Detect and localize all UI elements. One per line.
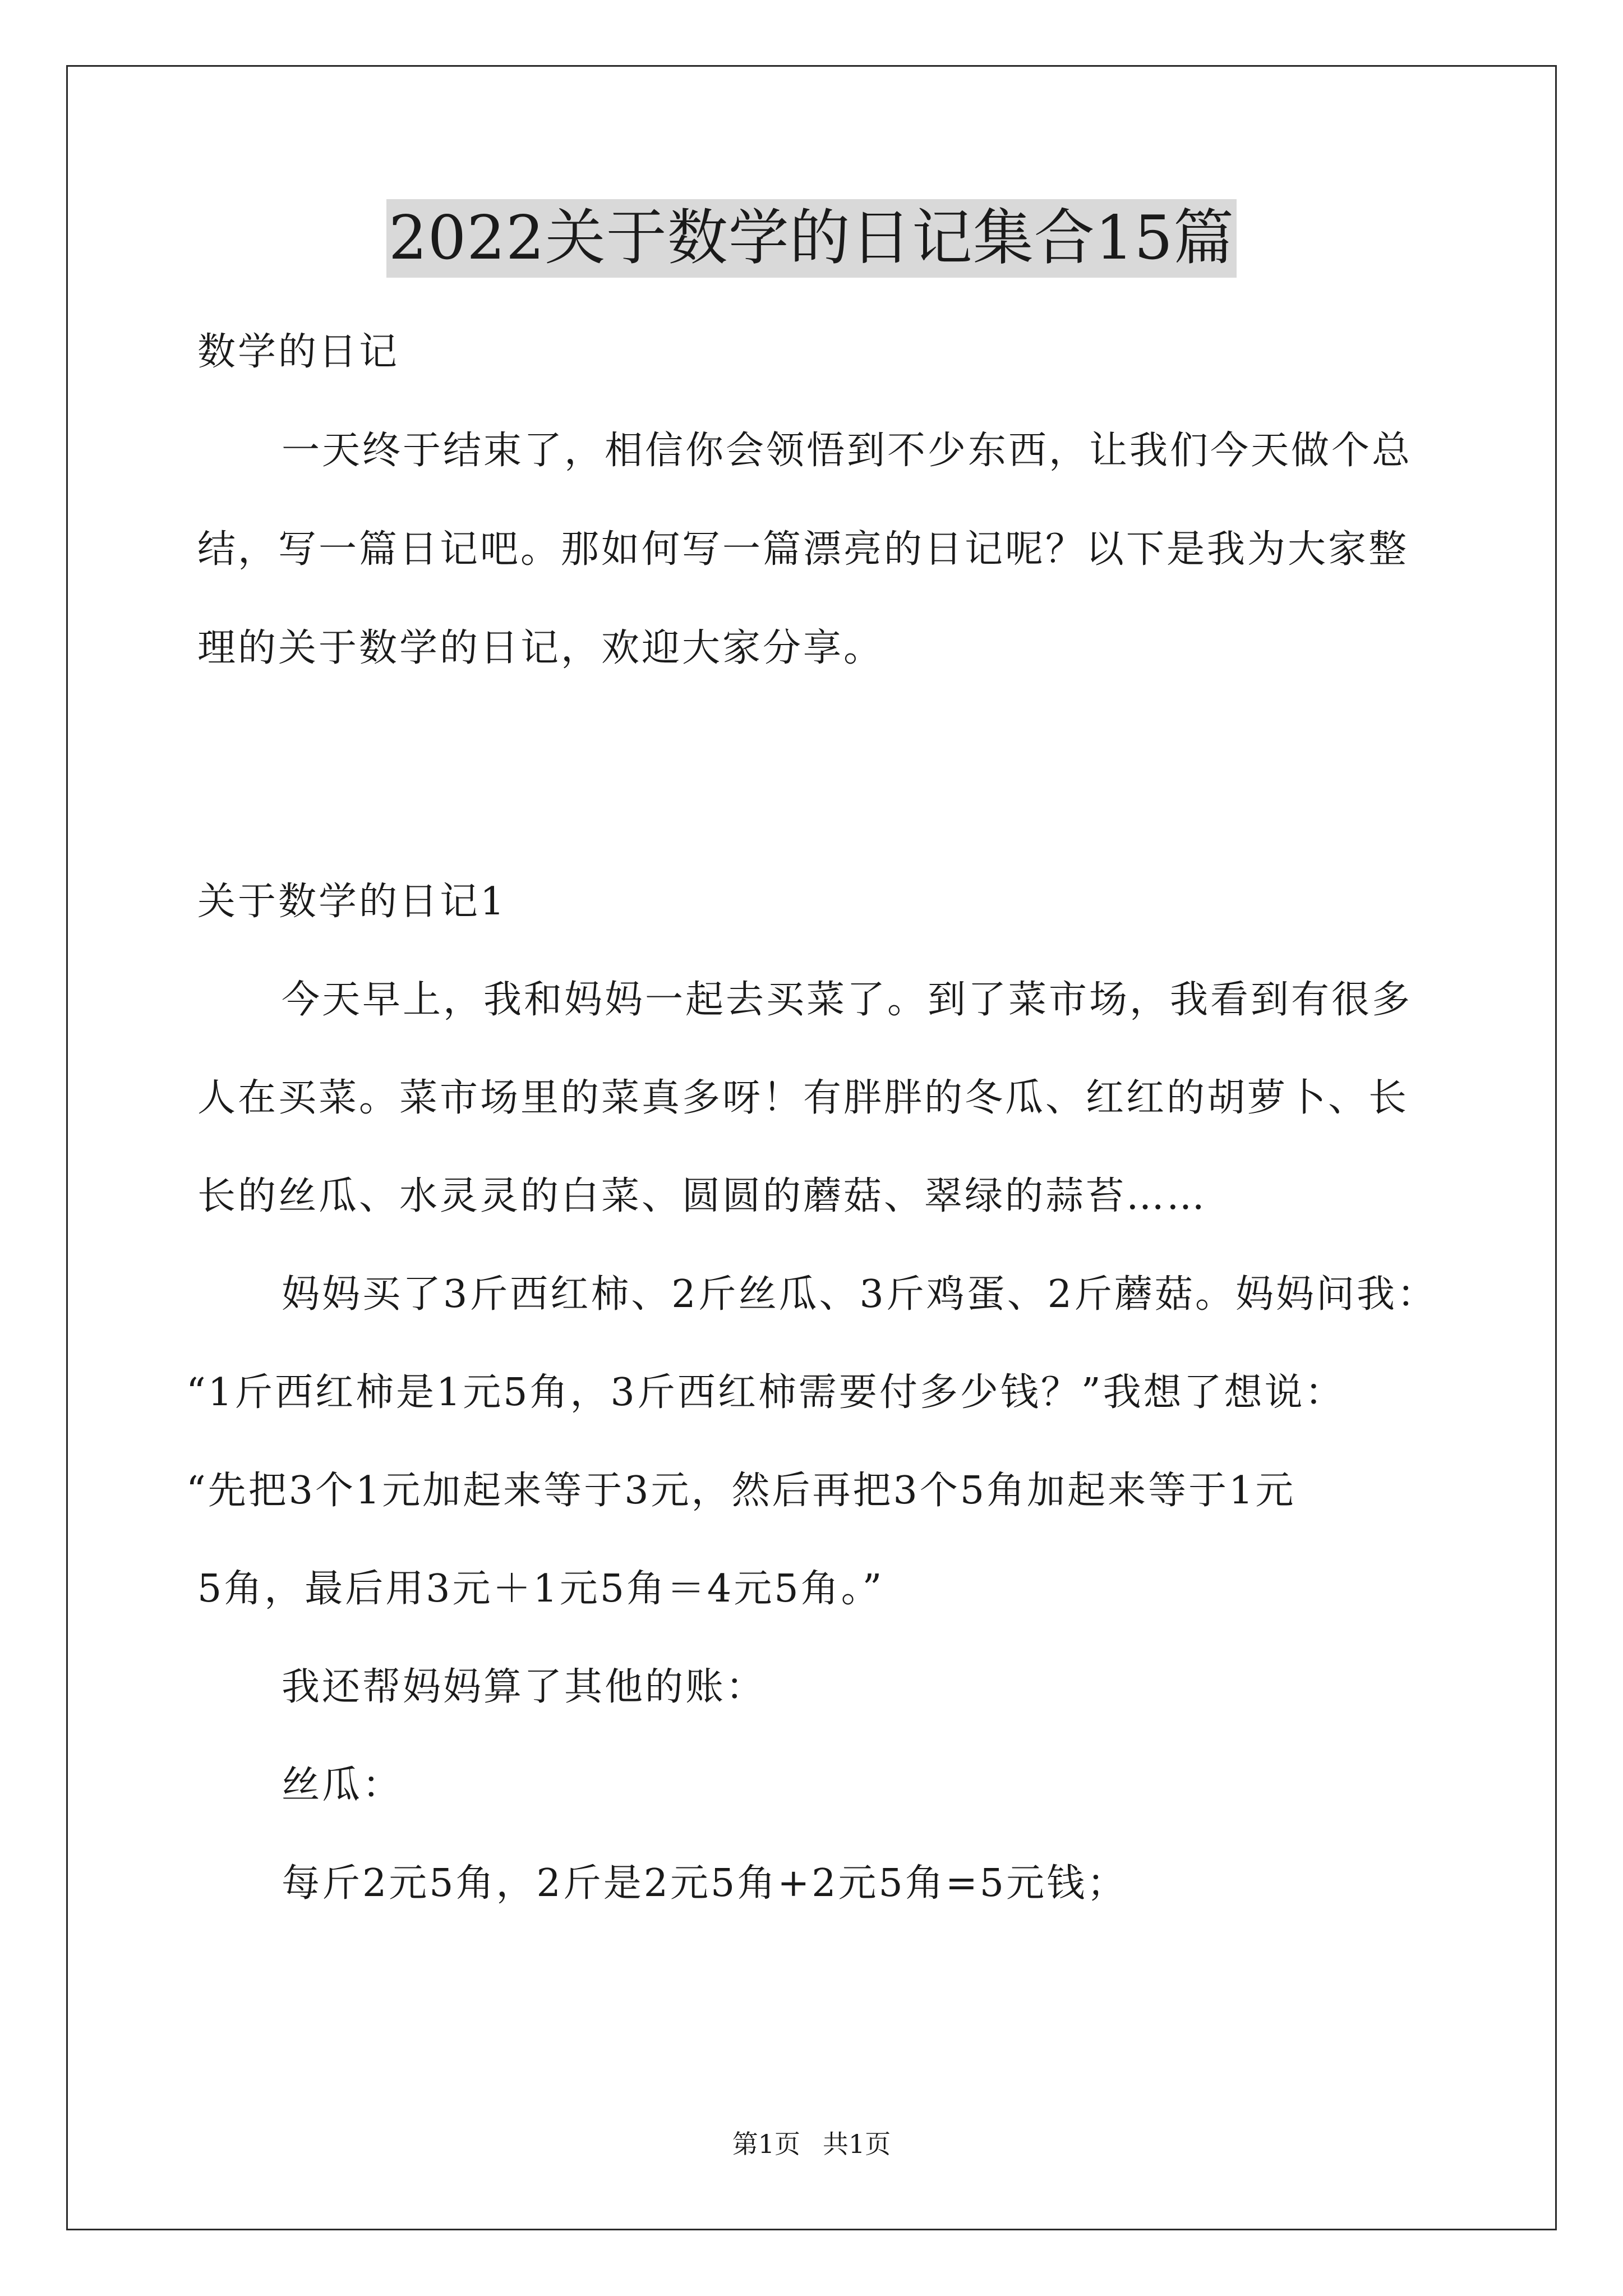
paragraph-line: 妈妈买了3斤西红柿、2斤丝瓜、3斤鸡蛋、2斤蘑菇。妈妈问我： [282,1272,1438,1317]
paragraph-line: 长的丝瓜、水灵灵的白菜、圆圆的蘑菇、翠绿的蒜苔…… [197,1174,1207,1218]
paragraph-line: “1斤西红柿是1元5角，3斤西红柿需要付多少钱？”我想了想说： [186,1370,1345,1415]
paragraph-line: 每斤2元5角，2斤是2元5角+2元5角=5元钱； [282,1861,1128,1906]
paragraph-line: 理的关于数学的日记，欢迎大家分享。 [197,626,884,670]
paragraph-line: 今天早上，我和妈妈一起去买菜了。到了菜市场，我看到有很多 [282,978,1413,1022]
document-title: 2022关于数学的日记集合15篇 [386,199,1237,278]
section-heading: 关于数学的日记1 [197,880,507,924]
paragraph-line: 结，写一篇日记吧。那如何写一篇漂亮的日记呢？以下是我为大家整 [197,527,1409,572]
paragraph-line: 我还帮妈妈算了其他的账： [282,1665,767,1709]
section-heading: 数学的日记 [197,330,400,374]
page-footer [0,2127,1623,2161]
paragraph-line: 丝瓜： [282,1763,403,1807]
paragraph-line: 5角，最后用3元＋1元5角＝4元5角。” [197,1567,884,1611]
page-number: 第1页 [732,2129,800,2159]
page-total: 共1页 [823,2129,891,2159]
paragraph-line: 人在买菜。菜市场里的菜真多呀！有胖胖的冬瓜、红红的胡萝卜、长 [197,1076,1409,1120]
paragraph-line: “先把3个1元加起来等于3元，然后再把3个5角加起来等于1元 [186,1469,1296,1513]
paragraph-line: 一天终于结束了，相信你会领悟到不少东西，让我们今天做个总 [282,429,1413,473]
title-container [0,199,1623,278]
